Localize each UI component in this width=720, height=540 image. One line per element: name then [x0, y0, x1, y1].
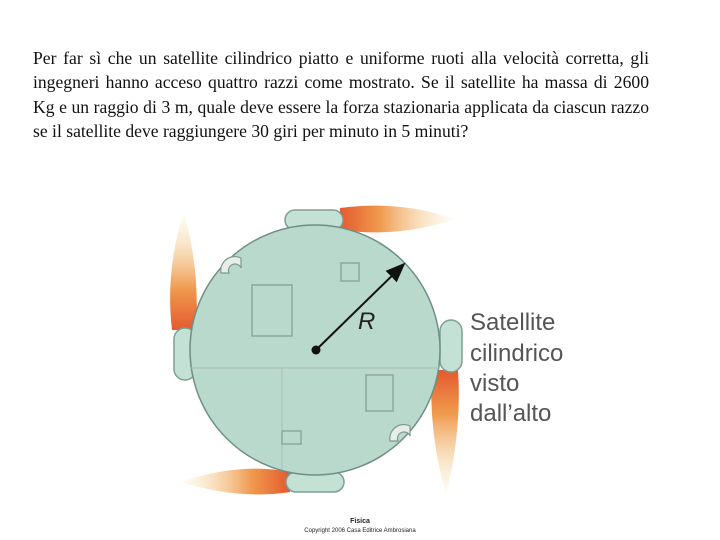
caption-line-3: visto [470, 370, 520, 397]
radius-label: R [358, 308, 376, 335]
flame-left [170, 212, 197, 330]
flame-bottom [180, 469, 290, 495]
caption-line-1: Satellite [470, 309, 556, 336]
caption-line-2: cilindrico [470, 340, 564, 367]
caption-line-4: dall’alto [470, 400, 552, 427]
credit-book-title: Fisica [350, 518, 370, 525]
flame-top [340, 206, 455, 233]
thruster-right [440, 320, 462, 372]
problem-statement: Per far sì che un satellite cilindrico piatto e uniforme ruoti alla velocità corretta, gli ingegneri hanno acceso quattro razzi come mostrato. Se il satellite ha massa di 2600 Kg e un raggio di 3 m, quale deve essere la forza stazionaria applicata da ciascun razzo se il satellite deve raggiungere 30 giri per minuto in 5 minuti? [33, 48, 649, 142]
credit-copyright: Copyright 2006 Casa Editrice Ambrosiana [304, 528, 416, 534]
flame-right [431, 370, 459, 495]
center-point [312, 346, 321, 355]
